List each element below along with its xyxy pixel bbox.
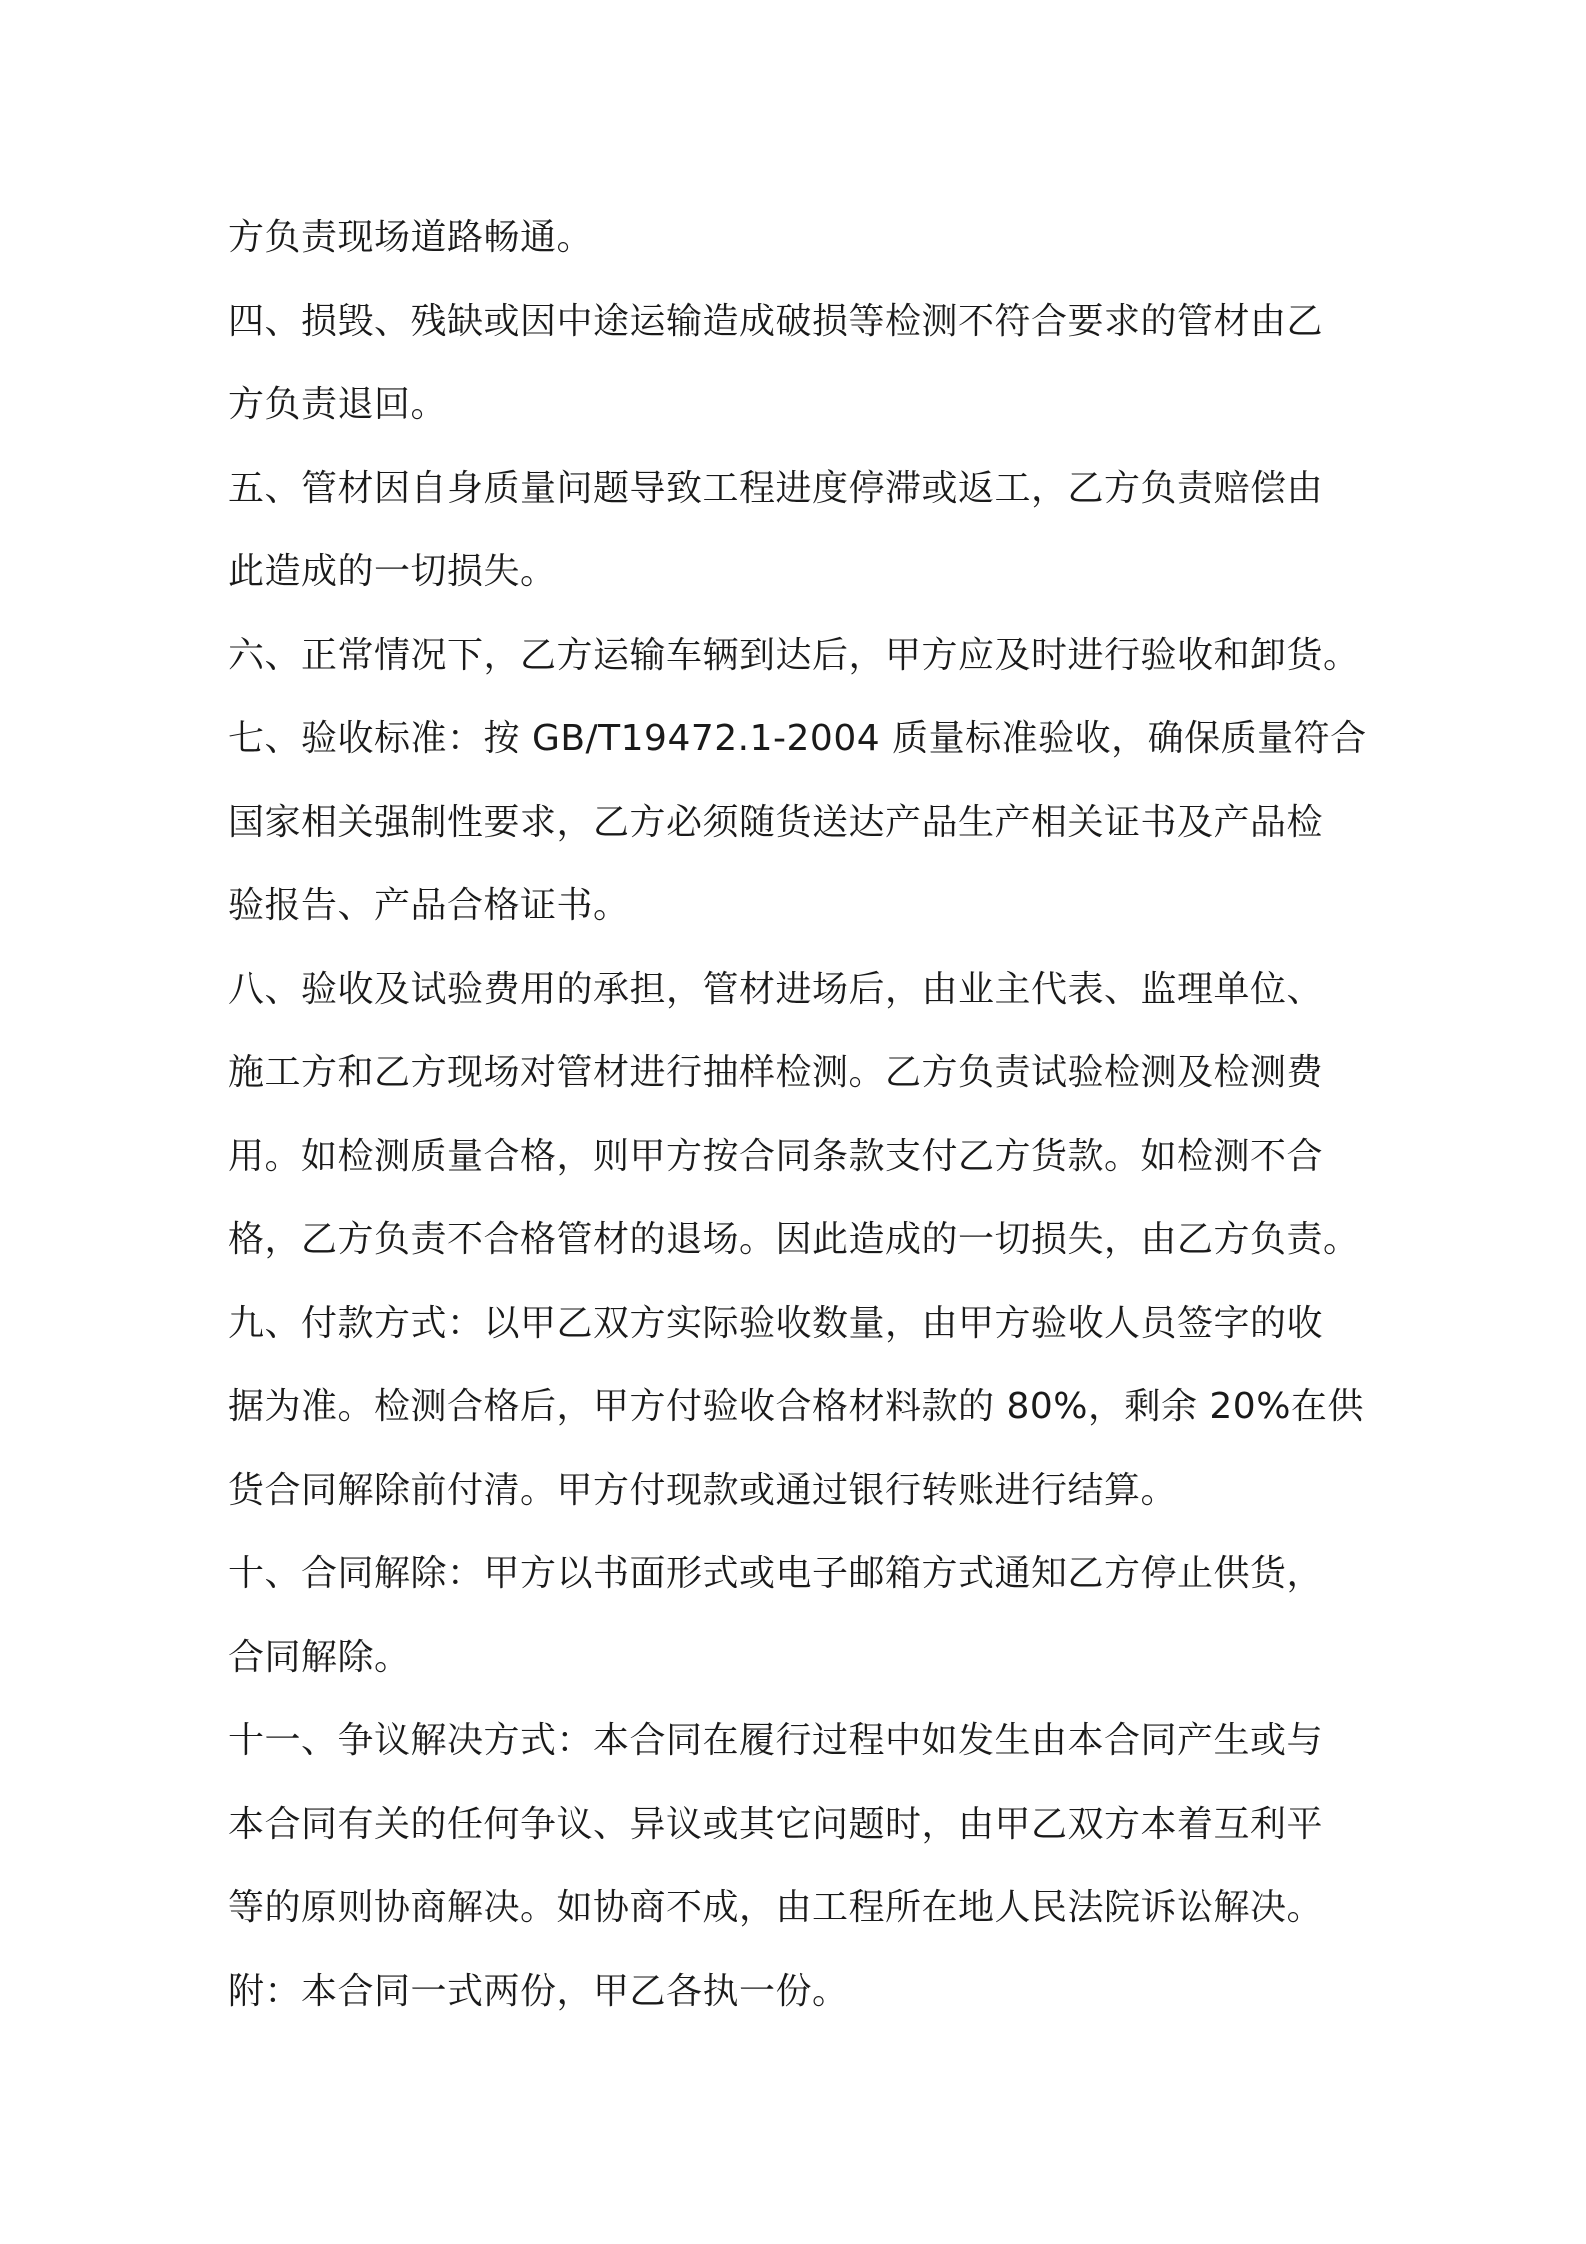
text-line: 六、正常情况下，乙方运输车辆到达后，甲方应及时进行验收和卸货。 [228,634,1360,676]
text-line: 八、验收及试验费用的承担，管材进场后，由业主代表、监理单位、 [228,968,1324,1010]
text-line: 七、验收标准：按 GB/T19472.1-2004 质量标准验收，确保质量符合 [228,718,1367,759]
text-line: 九、付款方式：以甲乙双方实际验收数量，由甲方验收人员签字的收 [228,1302,1324,1344]
text-line: 此造成的一切损失。 [228,551,557,592]
text-line: 据为准。检测合格后，甲方付验收合格材料款的 80%，剩余 20%在供 [228,1386,1364,1427]
text-line: 用。如检测质量合格，则甲方按合同条款支付乙方货款。如检测不合 [228,1135,1324,1177]
text-line: 方负责退回。 [228,384,448,425]
text-line: 四、损毁、残缺或因中途运输造成破损等检测不符合要求的管材由乙 [228,300,1324,342]
text-line: 国家相关强制性要求，乙方必须随货送达产品生产相关证书及产品检 [228,801,1324,843]
text-line: 验报告、产品合格证书。 [228,885,630,926]
text-line: 十一、争议解决方式：本合同在履行过程中如发生由本合同产生或与 [228,1720,1324,1761]
text-line: 格，乙方负责不合格管材的退场。因此造成的一切损失，由乙方负责。 [228,1219,1360,1260]
text-line: 货合同解除前付清。甲方付现款或通过银行转账进行结算。 [228,1469,1178,1511]
text-line: 合同解除。 [228,1636,411,1678]
text-line: 附：本合同一式两份，甲乙各执一份。 [228,1970,849,2012]
contract-text-body [228,196,1368,2033]
text-line: 方负责现场道路畅通。 [228,217,594,258]
text-line: 等的原则协商解决。如协商不成，由工程所在地人民法院诉讼解决。 [228,1887,1324,1928]
text-line: 本合同有关的任何争议、异议或其它问题时，由甲乙双方本着互利平 [228,1803,1324,1845]
text-line: 十、合同解除：甲方以书面形式或电子邮箱方式通知乙方停止供货， [228,1553,1324,1594]
text-line: 五、管材因自身质量问题导致工程进度停滞或返工，乙方负责赔偿由 [228,467,1324,509]
text-line: 施工方和乙方现场对管材进行抽样检测。乙方负责试验检测及检测费 [228,1052,1324,1093]
